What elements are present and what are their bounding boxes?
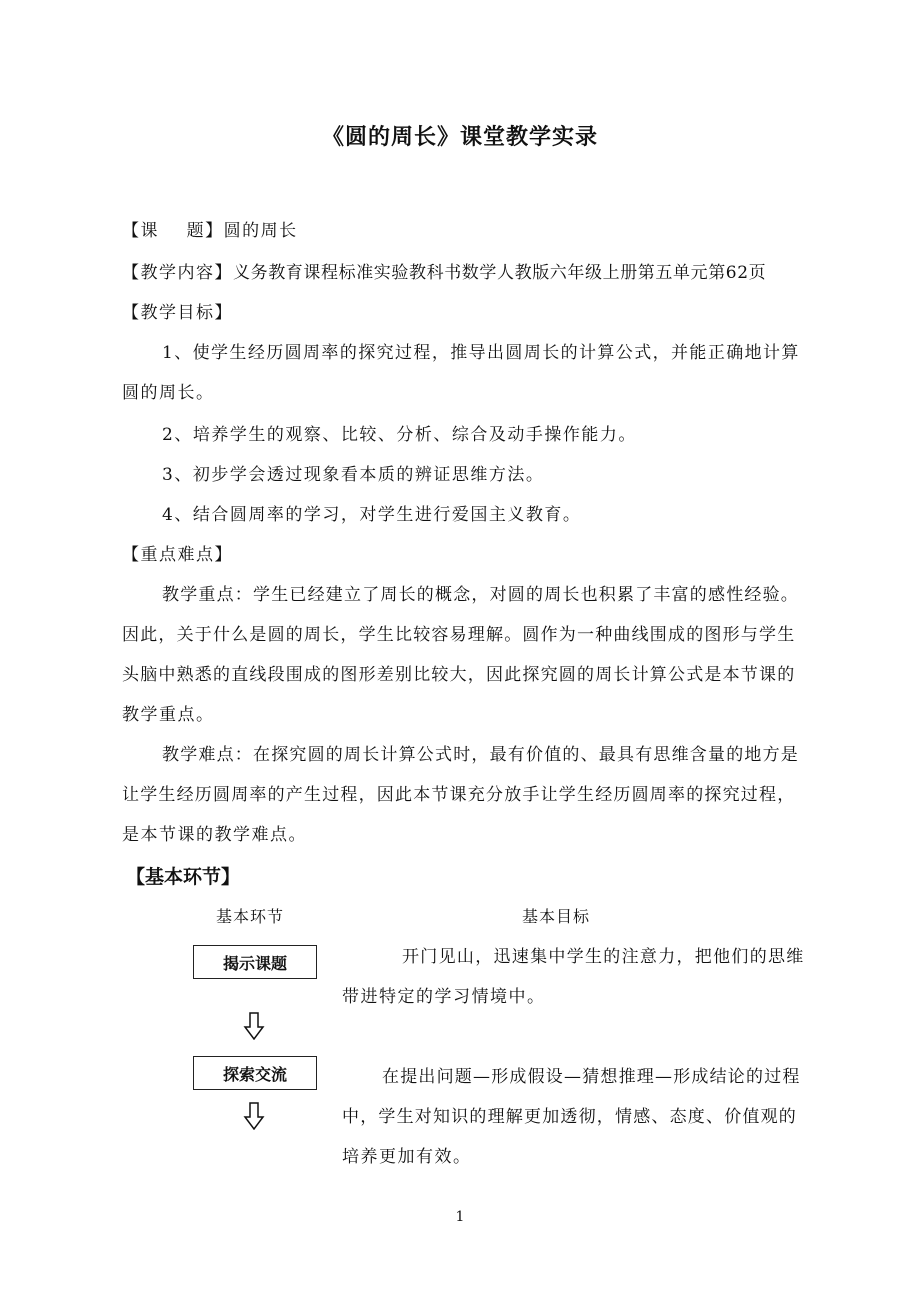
topic-line <box>122 220 298 242</box>
content-value: 义务教育课程标准实验教科书数学人教版六年级上册第五单元第62页 <box>233 263 767 283</box>
goal-1-line-1: 1、使学生经历圆周率的探究过程，推导出圆周长的计算公式，并能正确地计算 <box>162 343 800 363</box>
step-2-desc-line-2: 中，学生对知识的理解更加透彻，情感、态度、价值观的 <box>342 1107 797 1127</box>
step-box-explore-exchange: 探索交流 <box>193 1056 317 1090</box>
topic-value: 圆的周长 <box>223 221 298 241</box>
difficulty-line-1: 教学难点：在探究圆的周长计算公式时，最有价值的、最具有思维含量的地方是 <box>162 745 799 765</box>
goal-3: 3、初步学会透过现象看本质的辨证思维方法。 <box>162 465 545 485</box>
content-line <box>122 262 766 284</box>
goal-1-line-2: 圆的周长。 <box>122 383 215 403</box>
step-2-desc-line-3: 培养更加有效。 <box>342 1147 472 1167</box>
focus-line-3: 头脑中熟悉的直线段围成的图形差别比较大，因此探究圆的周长计算公式是本节课的 <box>122 665 796 685</box>
goal-2: 2、培养学生的观察、比较、分析、综合及动手操作能力。 <box>162 425 637 445</box>
down-arrow-icon <box>243 1012 265 1040</box>
goals-label: 【教学目标】 <box>122 303 233 323</box>
column-header-steps: 基本环节 <box>216 907 285 926</box>
content-label: 【教学内容】 <box>122 263 233 283</box>
goal-4: 4、结合圆周率的学习，对学生进行爱国主义教育。 <box>162 505 582 525</box>
topic-label: 【课 题】 <box>122 221 224 241</box>
focus-line-2: 因此，关于什么是圆的周长，学生比较容易理解。圆作为一种曲线围成的图形与学生 <box>122 625 796 645</box>
focus-line-4: 教学重点。 <box>122 705 215 725</box>
column-header-goals: 基本目标 <box>522 907 591 926</box>
step-2-desc-line-1: 在提出问题—形成假设—猜想推理—形成结论的过程 <box>382 1067 801 1087</box>
basic-section-heading: 【基本环节】 <box>126 866 241 888</box>
document-title: 《圆的周长》课堂教学实录 <box>321 125 598 150</box>
step-1-desc-line-2: 带进特定的学习情境中。 <box>342 987 546 1007</box>
difficulty-line-3: 是本节课的教学难点。 <box>122 825 307 845</box>
step-1-desc-line-1: 开门见山，迅速集中学生的注意力，把他们的思维 <box>402 947 805 967</box>
down-arrow-icon <box>243 1102 265 1130</box>
step-box-reveal-topic: 揭示课题 <box>193 945 317 979</box>
difficulty-line-2: 让学生经历圆周率的产生过程，因此本节课充分放手让学生经历圆周率的探究过程， <box>122 785 796 805</box>
focus-line-1: 教学重点：学生已经建立了周长的概念，对圆的周长也积累了丰富的感性经验。 <box>162 585 799 605</box>
key-points-label: 【重点难点】 <box>122 545 233 565</box>
page-number: 1 <box>455 1209 465 1225</box>
